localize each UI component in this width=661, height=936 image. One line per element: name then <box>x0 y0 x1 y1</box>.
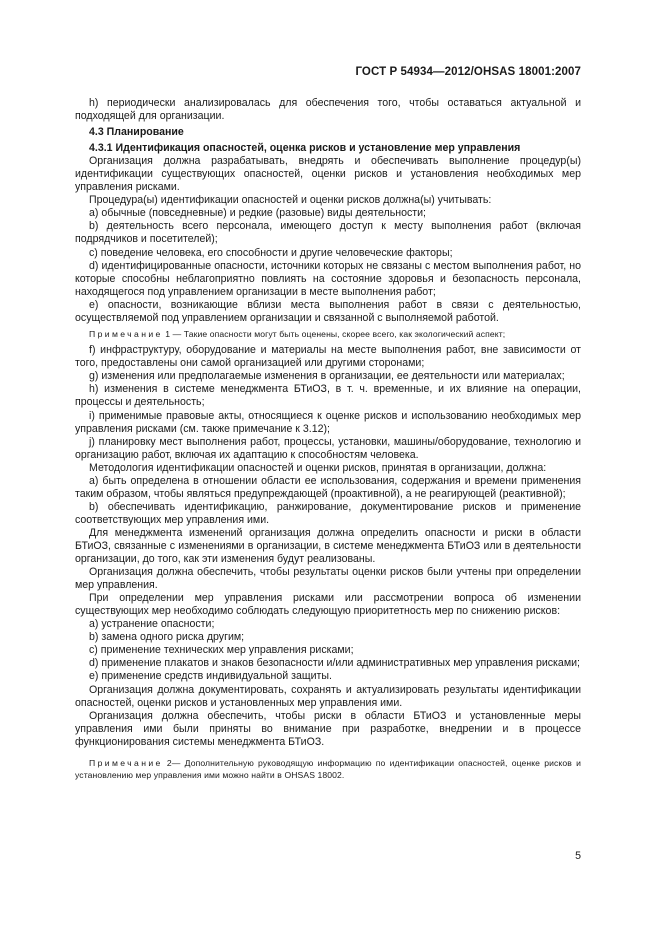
paragraph: Организация должна разрабатывать, внедрять и обеспечивать выполнение процедур(ы) идентификации существующих опасностей, оценки рисков и установления необходимых мер управления рисками. <box>75 155 581 194</box>
paragraph: d) идентифицированные опасности, источники которых не связаны с местом выполнения работ, но которые способны неблагоприятно повлиять на состояние здоровья и безопасность персонала, находящегося под управлением организации в месте выполнения работ; <box>75 259 581 298</box>
paragraph: e) применение средств индивидуальной защиты. <box>89 670 332 683</box>
paragraph: h) изменения в системе менеджмента БТиОЗ, в т. ч. временные, и их влияние на операции, процессы и деятельность; <box>75 383 581 409</box>
section-heading: 4.3 Планирование <box>89 126 184 139</box>
paragraph: b) замена одного риска другим; <box>89 631 245 644</box>
paragraph: i) применимые правовые акты, относящиеся к оценке рисков и использованию необходимых мер управления рисками (см. также примечание к 3.12); <box>75 409 581 435</box>
note <box>75 757 581 782</box>
paragraph: При определении мер управления рисками или рассмотрении вопроса об изменении существующих мер необходимо соблюдать следующую приоритетность мер по снижению рисков: <box>75 592 581 618</box>
paragraph: a) устранение опасности; <box>89 618 215 631</box>
paragraph: c) поведение человека, его способности и другие человеческие факторы; <box>89 246 453 259</box>
paragraph: j) планировку мест выполнения работ, процессы, установки, машины/оборудование, технологию и организацию работ, включая их адаптацию к способностям человека. <box>75 435 581 461</box>
note <box>75 328 581 341</box>
note-text: 1 — Такие опасности могут быть оценены, скорее всего, как экологический аспект; <box>162 328 506 339</box>
note-label: Примечание <box>89 757 163 768</box>
paragraph: h) периодически анализировалась для обеспечения того, чтобы оставаться актуальной и подходящей для организации. <box>75 97 581 123</box>
note-text: 2— Дополнительную руководящую информацию по идентификации опасностей, оценке рисков и установлению мер управления ими можно найти в OHSAS 18002. <box>75 757 581 781</box>
paragraph: Методология идентификации опасностей и оценки рисков, принятая в организации, должна: <box>89 461 547 474</box>
paragraph: Организация должна обеспечить, чтобы результаты оценки рисков были учтены при определении мер управления. <box>75 566 581 592</box>
paragraph: c) применение технических мер управления рисками; <box>89 644 354 657</box>
paragraph: a) быть определена в отношении области ее использования, содержания и времени применения таким образом, чтобы являться предупреждающей (проактивной), а не реагирующей (реактивной); <box>75 474 581 500</box>
document-body <box>75 97 581 782</box>
paragraph: Организация должна обеспечить, чтобы риски в области БТиОЗ и установленные меры управления ими были приняты во внимание при разработке, внедрении и в процессе функционирования системы менеджмента БТиОЗ. <box>75 709 581 748</box>
paragraph: e) опасности, возникающие вблизи места выполнения работ в связи с деятельностью, осуществляемой под управлением организации и связанной с выполняемой работой. <box>75 298 581 324</box>
paragraph: a) обычные (повседневные) и редкие (разовые) виды деятельности; <box>89 207 426 220</box>
paragraph: b) деятельность всего персонала, имеющего доступ к месту выполнения работ (включая подрядчиков и посетителей); <box>75 220 581 246</box>
subsection-heading: 4.3.1 Идентификация опасностей, оценка рисков и установление мер управления <box>89 142 521 155</box>
paragraph: Процедура(ы) идентификации опасностей и оценки рисков должна(ы) учитывать: <box>89 194 492 207</box>
note-label: Примечание <box>89 328 163 339</box>
page-number: 5 <box>575 850 581 862</box>
document-code-header: ГОСТ Р 54934—2012/OHSAS 18001:2007 <box>355 66 581 78</box>
paragraph: Для менеджмента изменений организация должна определить опасности и риски в области БТиОЗ, связанные с изменениями в организации, в системе менеджмента БТиОЗ или в деятельности организации, до того, как эти изменения будут реализованы. <box>75 526 581 566</box>
paragraph: b) обеспечивать идентификацию, ранжирование, документирование рисков и применение соответствующих мер управления ими. <box>75 500 581 526</box>
paragraph: d) применение плакатов и знаков безопасности и/или административных мер управления рисками; <box>89 657 580 670</box>
paragraph: g) изменения или предполагаемые изменения в организации, ее деятельности или материалах; <box>89 370 565 383</box>
paragraph: Организация должна документировать, сохранять и актуализировать результаты идентификации опасностей, оценки рисков и установленных мер управления ими. <box>75 683 581 709</box>
paragraph: f) инфраструктуру, оборудование и материалы на месте выполнения работ, вне зависимости от того, предоставлены они самой организацией или другими сторонами; <box>75 344 581 370</box>
